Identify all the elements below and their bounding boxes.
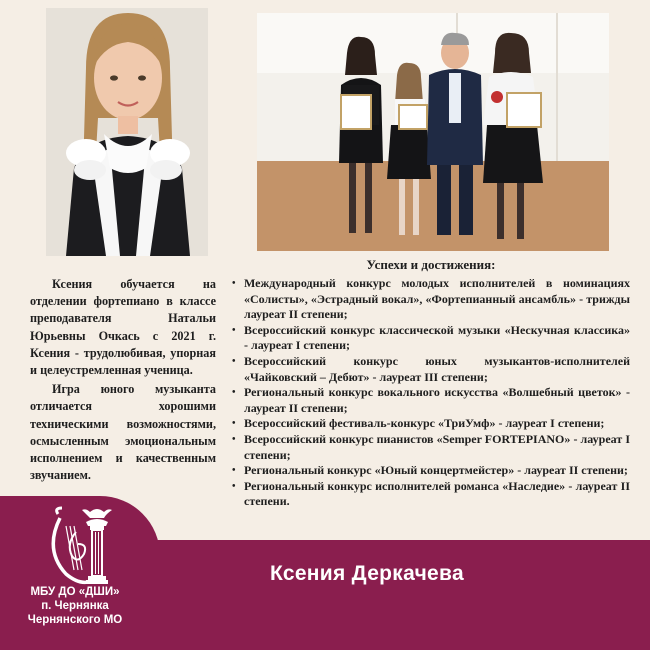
achievement-text: Всероссийский фестиваль-конкурс «ТриУмф» - лауреат I степени;: [244, 416, 605, 431]
org-line-2: п. Чернянка: [41, 600, 109, 612]
achievement-text: Региональный конкурс исполнителей романса «Наследие» - лауреат II степени.: [244, 478, 630, 509]
achievement-item: [232, 416, 630, 432]
achievements-section: [232, 257, 630, 510]
achievement-item: [232, 323, 630, 354]
achievement-item: [232, 354, 630, 385]
bullet-icon: •: [232, 465, 236, 477]
bullet-icon: •: [232, 278, 236, 289]
portrait-illustration: [46, 8, 208, 256]
group-illustration: [257, 13, 609, 251]
achievement-item: [232, 385, 630, 416]
achievement-text: Всероссийский конкурс юных музыкантов-исполнителей «Чайковский – Дебют» - лауреат III степени;: [244, 353, 630, 384]
bullet-icon: •: [232, 480, 236, 492]
bullet-icon: •: [232, 418, 236, 430]
description-paragraph-2: Игра юного музыканта отличается хорошими техническими возможностями, осмысленным эмоциональным исполнением и качественным звучанием.: [30, 382, 216, 483]
student-name: Ксения Деркачева: [270, 562, 464, 585]
bullet-icon: •: [232, 433, 236, 445]
achievement-item: [232, 463, 630, 479]
bullet-icon: •: [232, 355, 236, 367]
org-line-1: МБУ ДО «ДШИ»: [30, 586, 120, 598]
achievements-title: Успехи и достижения:: [366, 257, 496, 272]
achievements-list: [232, 276, 630, 510]
achievement-text: Международный конкурс молодых исполнителей в номинациях «Солисты», «Эстрадный вокал», «Фортепианный ансамбль» - трижды лауреат II степени;: [244, 276, 630, 322]
achievement-item: [232, 276, 630, 323]
achievement-item: [232, 432, 630, 463]
achievement-text: Всероссийский конкурс пианистов «Semper FORTEPIANO» - лауреат I степени;: [244, 431, 630, 462]
student-portrait-photo: [46, 8, 208, 256]
bullet-icon: •: [232, 387, 236, 399]
description-paragraph-1: Ксения обучается на отделении фортепиано в классе преподавателя Натальи Юрьевны Очкась с 2021 г. Ксения - трудолюбивая, упорная и целеустремленная ученица.: [30, 277, 216, 378]
achievement-item: [232, 479, 630, 510]
org-line-3: Чернянского МО: [27, 614, 123, 626]
lyre-column-eagle-logo-icon: [48, 504, 120, 590]
student-description: [30, 276, 216, 486]
achievement-text: Региональный конкурс вокального искусства «Волшебный цветок» - лауреат II степени;: [244, 385, 630, 415]
award-ceremony-photo: [257, 13, 609, 251]
achievement-text: Всероссийский конкурс классической музыки «Нескучная классика» - лауреат I степени;: [244, 322, 630, 353]
bullet-icon: •: [232, 324, 236, 336]
organization-label: [0, 585, 150, 627]
achievement-text: Региональный конкурс «Юный концертмейстер» - лауреат II степени;: [244, 463, 628, 478]
